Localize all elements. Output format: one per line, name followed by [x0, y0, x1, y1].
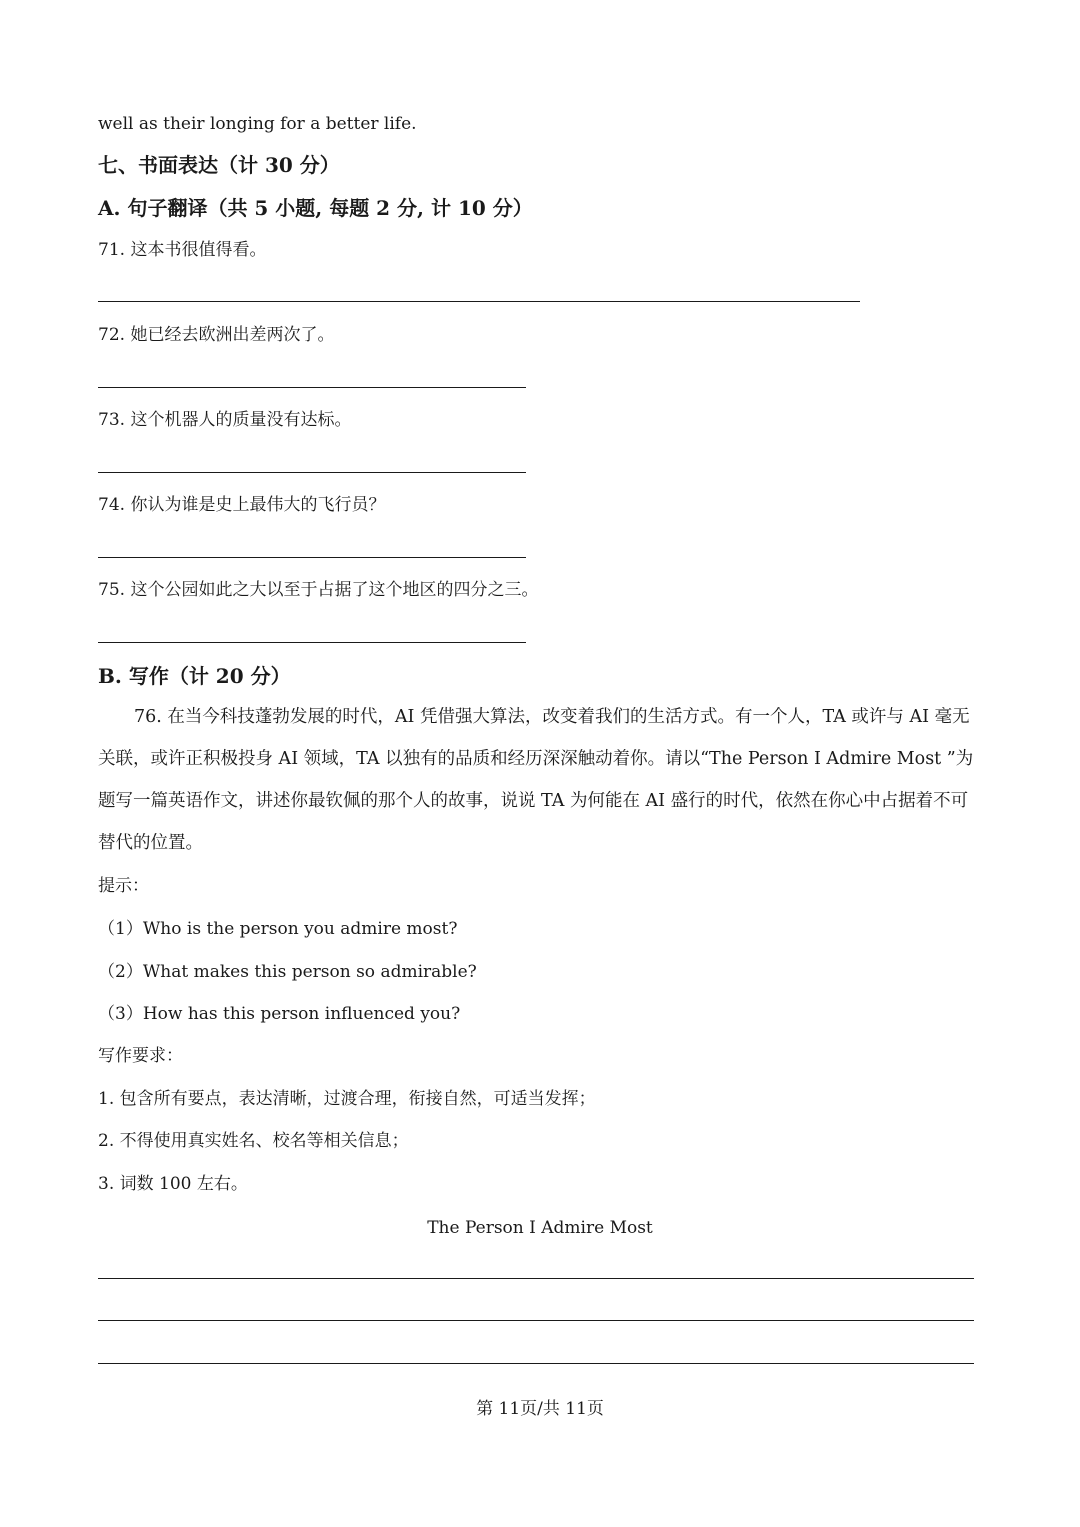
answer-line-73[interactable]	[98, 472, 526, 473]
writing-prompt-text: 76. 在当今科技蓬勃发展的时代，AI 凭借强大算法，改变着我们的生活方式。有一个人，TA 或许与 AI 毫无关联，或许正积极投身 AI 领域，TA 以独有的品质和经历深深触动着你。请以“The Person I Admire Most ”为题写一篇英语作文，讲述你最钦佩的那个人的故事，说说 TA 为何能在 AI 盛行的时代，依然在你心中占据着不可替代的位置。	[98, 707, 974, 853]
part-a-title: A. 句子翻译（共 5 小题, 每题 2 分, 计 10 分）	[98, 196, 533, 220]
requirement-3: 3. 词数 100 左右。	[98, 1174, 248, 1194]
writing-prompt	[98, 696, 982, 864]
question-72: 72. 她已经去欧洲出差两次了。	[98, 325, 335, 345]
hint-1: （1）Who is the person you admire most?	[98, 919, 458, 939]
answer-line-74[interactable]	[98, 557, 526, 558]
answer-line-71[interactable]	[98, 301, 860, 302]
hints-label: 提示：	[98, 876, 149, 896]
answer-line-72[interactable]	[98, 387, 526, 388]
requirement-1: 1. 包含所有要点，表达清晰，过渡合理，衔接自然，可适当发挥；	[98, 1089, 596, 1109]
question-74: 74. 你认为谁是史上最伟大的飞行员？	[98, 495, 386, 515]
page-footer: 第 11页/共 11页	[476, 1399, 604, 1419]
requirements-label: 写作要求：	[98, 1046, 183, 1066]
essay-line-1[interactable]	[98, 1278, 974, 1279]
hint-3: （3）How has this person influenced you?	[98, 1004, 461, 1024]
essay-line-3[interactable]	[98, 1363, 974, 1364]
hint-2: （2）What makes this person so admirable?	[98, 962, 477, 982]
section-seven-title: 七、书面表达（计 30 分）	[98, 153, 340, 177]
essay-line-2[interactable]	[98, 1320, 974, 1321]
part-b-title: B. 写作（计 20 分）	[98, 664, 291, 688]
question-73: 73. 这个机器人的质量没有达标。	[98, 410, 352, 430]
previous-passage-fragment: well as their longing for a better life.	[98, 114, 417, 134]
requirement-2: 2. 不得使用真实姓名、校名等相关信息；	[98, 1131, 409, 1151]
answer-line-75[interactable]	[98, 642, 526, 643]
essay-title: The Person I Admire Most	[427, 1218, 653, 1238]
question-75: 75. 这个公园如此之大以至于占据了这个地区的四分之三。	[98, 580, 539, 600]
question-71: 71. 这本书很值得看。	[98, 240, 267, 260]
